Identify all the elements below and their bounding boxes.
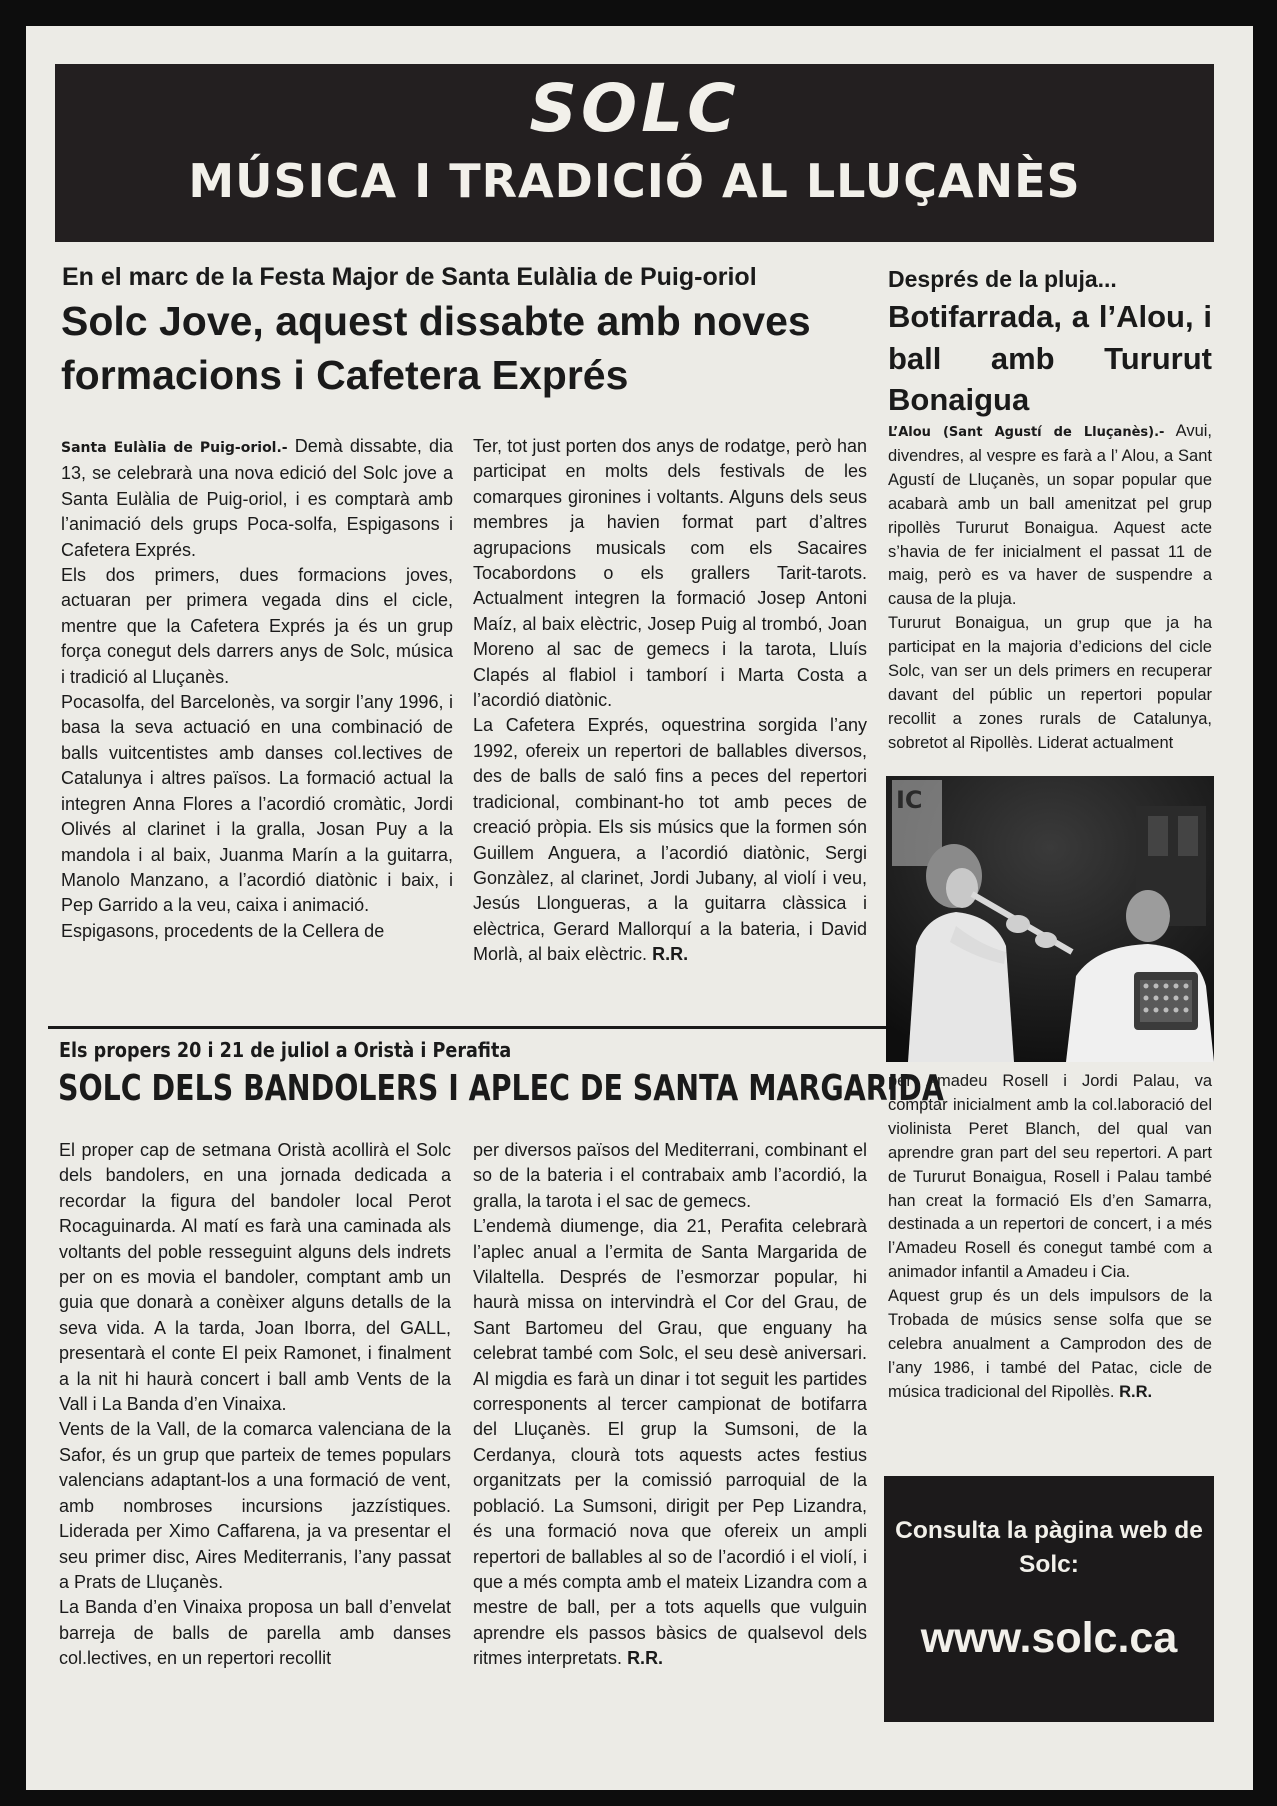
article1-col1-p3: Pocasolfa, del Barcelonès, va sorgir l’any 1996, i basa la seva actuació en una combinació de balls vuitcentistes amb danses col.lectives de Catalunya i altres països. La formació actual la integren Anna Flores a l’acordió cromàtic, Jordi Olivés al clarinet i la gralla, Josan Puy a la mandola i al baix, Juanma Marín a la guitarra, Manolo Manzano, a l’acordió diatònic i baix, i Pep Garrido a la veu, caixa i animació.: [61, 692, 453, 916]
article3-signature: R.R.: [1119, 1382, 1153, 1401]
article3-p2: Tururut Bonaigua, un grup que ja ha participat en la majoria d’edicions del cicle Solc, van ser un dels primers en recuperar davant del públic un repertori popular recollit a zones rurals de Catalunya, sobretot al Ripollès. Liderat actualment: [888, 614, 1212, 752]
website-promo-label: Consulta la pàgina web de Solc:: [895, 1517, 1203, 1578]
article1-dateline: Santa Eulàlia de Puig-oriol.-: [61, 440, 288, 456]
article1-column1: [61, 434, 453, 944]
section-divider: [48, 1026, 890, 1029]
newspaper-page: [26, 26, 1253, 1790]
article2-col1-p3: La Banda d’en Vinaixa proposa un ball d’envelat barreja de balls de parella amb danses col.lectives, en un repertori recollit: [59, 1597, 451, 1669]
article1-headline-line2: formacions i Cafetera Exprés: [61, 352, 629, 399]
masthead-subtitle: MÚSICA I TRADICIÓ AL LLUÇANÈS: [188, 154, 1081, 208]
article3-dateline: L’Alou (Sant Agustí de Lluçanès).-: [888, 425, 1165, 440]
article1-col1-p4: Espigasons, procedents de la Cellera de: [61, 920, 385, 941]
website-url: www.solc.ca: [920, 1613, 1178, 1662]
article3-p1: Avui, divendres, al vespre es farà a l’ Alou, a Sant Agustí de Lluçanès, un sopar popular que acabarà amb un ball amenitzat pel grup ripollès Tururut Bonaigua. Aquest acte s’havia de fer inicialment el passat 11 de maig, però es va haver de suspendre a causa de la pluja.: [888, 422, 1213, 609]
article2-kicker: Els propers 20 i 21 de juliol a Oristà i Perafita: [59, 1038, 512, 1062]
photo-banner-text: IC: [896, 786, 923, 814]
article3-p4: Aquest grup és un dels impulsors de la Trobada de músics sense solfa que se celebra anualment a Camprodon des de l’any 1986, i també del Patac, cicle de música tradicional del Ripollès.: [888, 1287, 1212, 1401]
website-promo-box: [884, 1476, 1214, 1722]
article2-col2-p1: per diversos països del Mediterrani, combinant el so de la bateria i el contrabaix amb l’acordió, la gralla, la tarota i el sac de gemecs.: [473, 1140, 867, 1211]
article3-top-text: [888, 420, 1212, 756]
article2-col2-p2: L’endemà diumenge, dia 21, Perafita celebrarà l’aplec anual a l’ermita de Santa Margarida de Vilaltella. Després de l’esmorzar popular, hi haurà missa on intervindrà el Cor del Grau, de Sant Bartomeu del Grau, que enguany ha celebrat també com Solc, el seu desè aniversari. Al migdia es farà un dinar i tot seguit les partides corresponents al tercer campionat de botifarra del Lluçanès. El grup la Sumsoni, de la Cerdanya, clourà tots aquests actes festius organitzats per la comissió parroquial de la població. La Sumsoni, dirigit per Pep Lizandra, és una formació nova que ofereix un ampli repertori de ballables al so de l’acordió i el violí, i que a més compta amb el mateix Lizandra com a mestre de ball, per a tots aquells que vulguin aprendre els passos bàsics de qualsevol dels ritmes interpretats.: [473, 1216, 867, 1669]
article2-col1-p2: Vents de la Vall, de la comarca valenciana de la Safor, és un grup que parteix de temes populars valencians adaptant-los a una formació de vent, amb nombroses incursions jazzístiques. Liderada per Ximo Caffarena, ja va presentar el seu primer disc, Aires Mediterranis, l’any passat a Prats de Lluçanès.: [59, 1419, 451, 1592]
article1-column2: [473, 434, 867, 968]
masthead-title: SOLC: [529, 70, 740, 147]
article1-signature: R.R.: [652, 944, 689, 965]
article3-kicker: Després de la pluja...: [888, 266, 1117, 292]
article3-p3: per Amadeu Rosell i Jordi Palau, va comptar inicialment amb la col.laboració del violinista Peret Blanch, del qual van aprendre gran part del seu repertori. A part de Tururut Bonaigua, Rosell i Palau també han creat la formació Els d’en Samarra, destinada a un repertori de concert, i a més l’Amadeu Rosell és conegut també com a animador infantil a Amadeu i Cia.: [888, 1072, 1212, 1282]
article2-signature: R.R.: [627, 1648, 664, 1669]
photo-musicians-flute-accordion: [886, 776, 1214, 1062]
article3-headline: Botifarrada, a l’Alou, i ball amb Tururut Bonaigua: [888, 299, 1212, 418]
article2-column1: [59, 1138, 451, 1672]
article1-headline: [61, 294, 891, 402]
article1-col2-p2: La Cafetera Exprés, oquestrina sorgida l’any 1992, ofereix un repertori de ballables diversos, des de balls de saló fins a peces del repertori tradicional, combinant-ho tot amb peces de creació pròpia. Els sis músics que la formen són Guillem Anguera, a l’acordió diatònic, Sergi Gonzàlez, al clarinet, Jordi Jubany, al violí i veu, Jesús Llongueras, a la guitarra clàssica i elèctrica, Gerard Mallorquí a la bateria, i David Morlà, al baix elèctric.: [473, 715, 867, 965]
article1-col1-p2: Els dos primers, dues formacions joves, actuaran per primera vegada dins el cicle, mentre que la Cafetera Exprés ja és un grup força conegut dels darrers anys de Solc, música i tradició al Lluçanès.: [61, 565, 453, 687]
article1-col2-p1: Ter, tot just porten dos anys de rodatge, però han participat en molts dels festivals de les comarques gironines i voltants. Alguns dels seus membres ja havien format part d’altres agrupacions musicals com els Sacaires Tocabordons o els grallers Tarit-tarots. Actualment integren la formació Josep Antoni Maíz, al baix elèctric, Josep Puig al trombó, Joan Moreno al sac de gemecs i la tarota, Lluís Clapés al flabiol i tamborí i Marta Costa a l’acordió diatònic.: [473, 436, 867, 711]
article3-bottom-text: [888, 1070, 1212, 1405]
article2-col1-p1: El proper cap de setmana Oristà acollirà el Solc dels bandolers, en una jornada dedicada a recordar la figura del bandoler local Perot Rocaguinarda. Al matí es farà una caminada als voltants del poble resseguint alguns dels indrets per on es movia el bandoler, comptant amb un guia que donarà a conèixer alguns detalls de la seva vida. A la tarda, Joan Iborra, del GALL, presentarà el conte El peix Ramonet, i finalment a la nit hi haurà concert i ball amb Vents de la Vall i La Banda d’en Vinaixa.: [59, 1140, 451, 1415]
article1-kicker: En el marc de la Festa Major de Santa Eulàlia de Puig-oriol: [62, 263, 757, 291]
photo-musicians-flute-accordion-illustration: [886, 776, 1214, 1062]
masthead: [55, 64, 1214, 242]
article1-col1-p1: Demà dissabte, dia 13, se celebrarà una nova edició del Solc jove a Santa Eulàlia de Puig-oriol, i es comptarà amb l’animació dels grups Poca-solfa, Espigasons i Cafetera Exprés.: [61, 436, 453, 560]
article2-headline: SOLC DELS BANDOLERS I APLEC DE SANTA MARGARIDA: [58, 1068, 944, 1109]
article2-column2: [473, 1138, 867, 1672]
article1-headline-line1: Solc Jove, aquest dissabte amb noves: [61, 298, 811, 344]
